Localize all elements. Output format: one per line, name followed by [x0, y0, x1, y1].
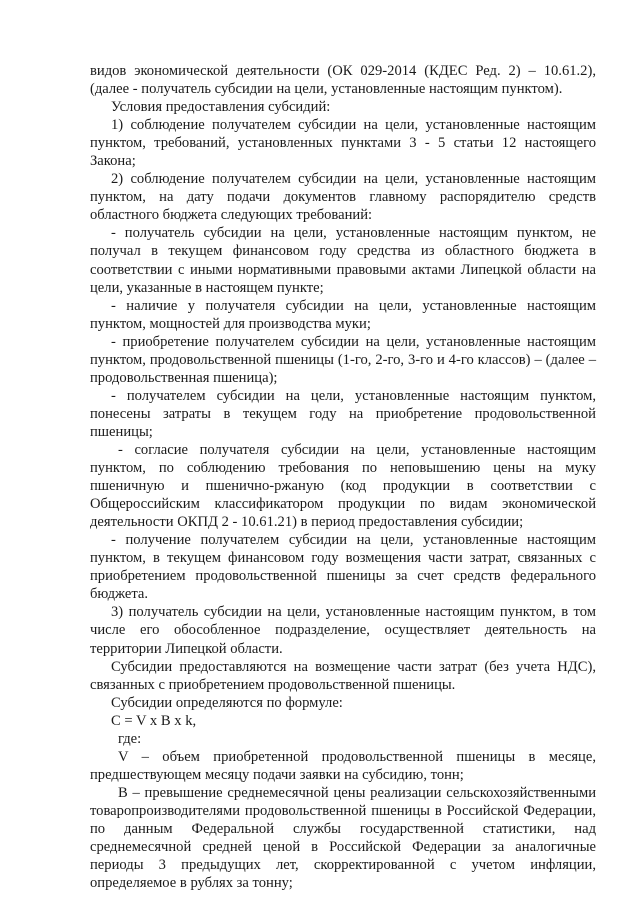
paragraph-subsidy-purpose: Субсидии предоставляются на возмещение части затрат (без учета НДС), связанных с приобретением продовольственной пшеницы.: [90, 658, 596, 693]
document-body: [90, 62, 596, 892]
paragraph-condition-3: 3) получатель субсидии на цели, установленные настоящим пунктом, в том числе его обособленное подразделение, осуществляет деятельность на территории Липецкой области.: [90, 604, 596, 657]
paragraph-requirement-price: - согласие получателя субсидии на цели, установленные настоящим пунктом, по соблюдению требования по неповышению цены на муку пшеничную и пшенично-ржаную (код продукции в соответствии с Общероссийским классификатором продукции по видам экономической деятельности ОКПД 2 - 10.61.21) в период предоставления субсидии;: [90, 441, 596, 531]
paragraph-requirement-purchase: - приобретение получателем субсидии на цели, установленные настоящим пунктом, продовольственной пшеницы (1-го, 2-го, 3-го и 4-го классов) – (далее – продовольственная пшеница);: [90, 333, 596, 386]
paragraph-activity-code: видов экономической деятельности (ОК 029-2014 (КДЕС Ред. 2) – 10.61.2), (далее - получатель субсидии на цели, установленные настоящим пунктом).: [90, 63, 596, 98]
paragraph-formula-intro: Субсидии определяются по формуле:: [111, 694, 343, 711]
paragraph-requirement-capacity: - наличие у получателя субсидии на цели, установленные настоящим пунктом, мощностей для производства муки;: [90, 297, 596, 332]
paragraph-definition-b: B – превышение среднемесячной цены реализации сельскохозяйственными товаропроизводителями продовольственной пшеницы в Российской Федерации, по данным Федеральной службы государственной статистики, над среднемесячной средней ценой в Российской Федерации за аналогичные периоды 3 предыдущих лет, скорректированной с учетом инфляции, определяемое в рублях за тонну;: [90, 784, 596, 892]
paragraph-requirement-costs: - получателем субсидии на цели, установленные настоящим пунктом, понесены затраты в текущем году на приобретение продовольственной пшеницы;: [90, 387, 596, 440]
paragraph-definition-v: V – объем приобретенной продовольственной пшеницы в месяце, предшествующем месяцу подачи заявки на субсидию, тонн;: [90, 748, 596, 783]
paragraph-condition-2: 2) соблюдение получателем субсидии на цели, установленные настоящим пунктом, на дату подачи документов главному распорядителю средств областного бюджета следующих требований:: [90, 171, 596, 224]
paragraph-formula: C = V x B x k,: [111, 712, 197, 729]
paragraph-where: где:: [118, 730, 142, 747]
paragraph-requirement-no-funds: - получатель субсидии на цели, установленные настоящим пунктом, не получал в текущем финансовом году средства из областного бюджета в соответствии с иными нормативными правовыми актами Липецкой области на цели, указанные в настоящем пункте;: [90, 225, 596, 296]
paragraph-requirement-federal: - получение получателем субсидии на цели, установленные настоящим пунктом, в текущем финансовом году возмещения части затрат, связанных с приобретением продовольственной пшеницы за счет средств федерального бюджета.: [90, 532, 596, 603]
paragraph-conditions-heading: Условия предоставления субсидий:: [111, 99, 331, 116]
paragraph-condition-1: 1) соблюдение получателем субсидии на цели, установленные настоящим пунктом, требований, установленных пунктами 3 - 5 статьи 12 настоящего Закона;: [90, 117, 596, 170]
